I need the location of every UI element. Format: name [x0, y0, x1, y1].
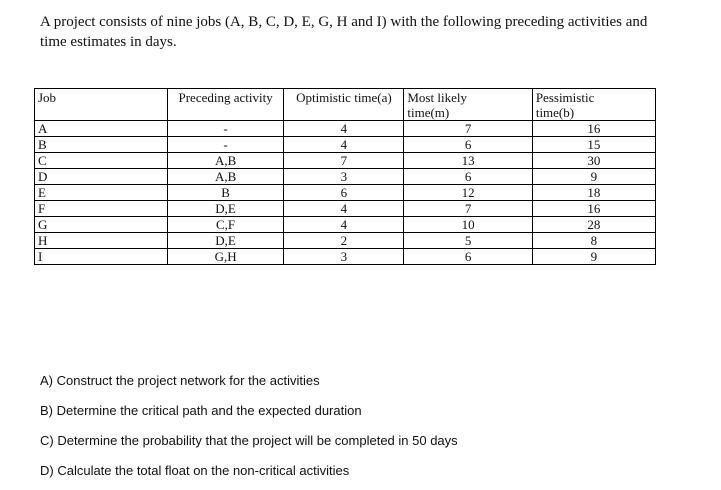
cell-job: A: [35, 121, 168, 137]
cell-most-likely: 12: [404, 185, 532, 201]
cell-preceding: G,H: [167, 249, 284, 265]
cell-most-likely: 10: [404, 217, 532, 233]
cell-most-likely: 6: [404, 249, 532, 265]
cell-optimistic: 3: [284, 249, 404, 265]
question-list: [40, 370, 458, 490]
cell-optimistic: 4: [284, 201, 404, 217]
cell-most-likely: 6: [404, 137, 532, 153]
cell-job: I: [35, 249, 168, 265]
cell-preceding: B: [167, 185, 284, 201]
cell-preceding: -: [167, 137, 284, 153]
table-row: [35, 137, 656, 153]
table-header-row: [35, 89, 656, 121]
cell-pessimistic: 15: [532, 137, 655, 153]
cell-preceding: -: [167, 121, 284, 137]
header-pessimistic-line-2: time(b): [535, 105, 575, 120]
cell-pessimistic: 28: [532, 217, 655, 233]
header-most-likely-line-2: time(m): [407, 105, 450, 120]
cell-preceding: A,B: [167, 169, 284, 185]
question-c: C) Determine the probability that the project will be completed in 50 days: [40, 433, 458, 448]
cell-job: E: [35, 185, 168, 201]
cell-pessimistic: 9: [532, 249, 655, 265]
table-row: [35, 153, 656, 169]
cell-pessimistic: 16: [532, 201, 655, 217]
table-row: [35, 201, 656, 217]
cell-optimistic: 4: [284, 137, 404, 153]
cell-most-likely: 6: [404, 169, 532, 185]
question-d: D) Calculate the total float on the non-critical activities: [40, 463, 350, 478]
cell-pessimistic: 18: [532, 185, 655, 201]
cell-pessimistic: 8: [532, 233, 655, 249]
cell-optimistic: 7: [284, 153, 404, 169]
cell-preceding: D,E: [167, 201, 284, 217]
cell-pessimistic: 16: [532, 121, 655, 137]
table-row: [35, 121, 656, 137]
cell-preceding: C,F: [167, 217, 284, 233]
cell-job: H: [35, 233, 168, 249]
header-job: Job: [35, 89, 168, 121]
header-optimistic-time: Optimistic time(a): [284, 89, 404, 121]
jobs-table: [34, 88, 656, 265]
cell-optimistic: 6: [284, 185, 404, 201]
cell-preceding: A,B: [167, 153, 284, 169]
cell-job: D: [35, 169, 168, 185]
table-row: [35, 233, 656, 249]
cell-optimistic: 4: [284, 217, 404, 233]
cell-job: F: [35, 201, 168, 217]
header-most-likely-line-1: Most likely: [407, 90, 467, 105]
cell-most-likely: 13: [404, 153, 532, 169]
table-row: [35, 185, 656, 201]
problem-statement-line-1: A project consists of nine jobs (A, B, C, D, E, G, H and I) with the following preceding activities and: [40, 14, 648, 30]
problem-statement-line-2: time estimates in days.: [40, 34, 177, 50]
table-row: [35, 169, 656, 185]
cell-optimistic: 4: [284, 121, 404, 137]
header-preceding-activity: Preceding activity: [167, 89, 284, 121]
cell-preceding: D,E: [167, 233, 284, 249]
header-pessimistic-time: [532, 89, 655, 121]
cell-pessimistic: 30: [532, 153, 655, 169]
header-pessimistic-line-1: Pessimistic: [535, 90, 595, 105]
table-row: [35, 217, 656, 233]
cell-most-likely: 7: [404, 121, 532, 137]
cell-most-likely: 7: [404, 201, 532, 217]
cell-most-likely: 5: [404, 233, 532, 249]
problem-statement: [40, 12, 680, 52]
header-most-likely-time: [404, 89, 532, 121]
cell-optimistic: 3: [284, 169, 404, 185]
cell-pessimistic: 9: [532, 169, 655, 185]
question-b: B) Determine the critical path and the expected duration: [40, 403, 362, 418]
cell-job: G: [35, 217, 168, 233]
cell-job: C: [35, 153, 168, 169]
table-row: [35, 249, 656, 265]
cell-optimistic: 2: [284, 233, 404, 249]
question-a: A) Construct the project network for the activities: [40, 373, 320, 388]
cell-job: B: [35, 137, 168, 153]
